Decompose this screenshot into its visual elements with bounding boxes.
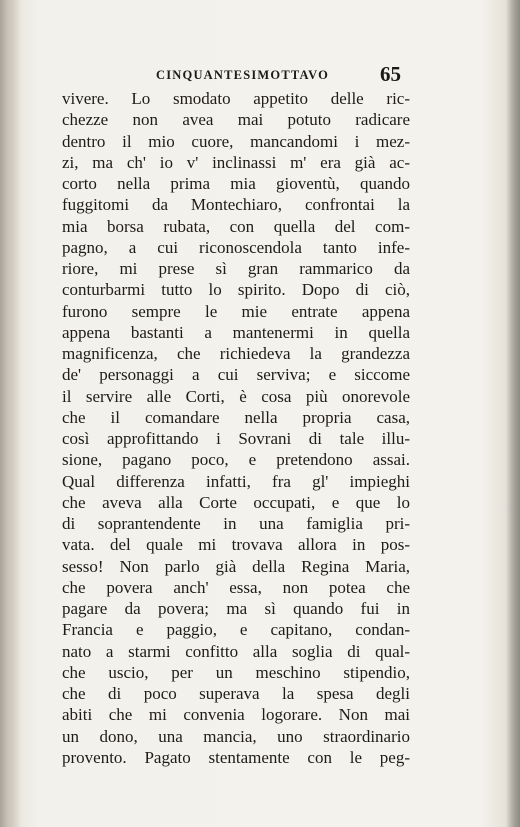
body-text — [62, 88, 410, 768]
text-line: magnificenza, che richiedeva la grandezza — [62, 344, 410, 363]
text-line: sesso! Non parlo già della Regina Maria, — [62, 556, 410, 576]
text-line: fuggitomi da Montechiaro, confrontai la — [62, 195, 410, 215]
text-line: provento. Pagato stentamente con le peg- — [62, 747, 410, 767]
text-line: corto nella prima mia gioventù, quando — [62, 174, 410, 193]
text-line: che aveva alla Corte occupati, e que lo — [62, 492, 410, 512]
text-line: abiti che mi convenia logorare. Non mai — [62, 705, 410, 725]
text-line: mia borsa rubata, con quella del com- — [62, 216, 410, 236]
text-line: che di poco superava la spesa degli — [62, 684, 410, 703]
text-line: Francia e paggio, e capitano, condan- — [62, 620, 410, 640]
page-number: 65 — [380, 62, 401, 86]
text-line: vata. del quale mi trovava allora in pos- — [62, 535, 410, 555]
page-edge-shadow — [506, 0, 520, 827]
text-line: di soprantendente in una famiglia pri- — [62, 514, 410, 533]
running-title: CINQUANTESIMOTTAVO — [156, 68, 329, 82]
text-line: appena bastanti a mantenermi in quella — [62, 322, 410, 342]
text-line: furono sempre le mie entrate appena — [62, 301, 410, 321]
running-head — [62, 62, 412, 88]
text-line: un dono, una mancia, uno straordinario — [62, 726, 410, 746]
text-line: pagare da povera; ma sì quando fui in — [62, 599, 410, 618]
text-line: conturbarmi tutto lo spirito. Dopo di ciò, — [62, 280, 410, 300]
text-line: così approfittando i Sovrani di tale illu- — [62, 429, 410, 448]
text-line: de' personaggi a cui serviva; e siccome — [62, 365, 410, 385]
text-line: pagno, a cui riconoscendola tanto infe- — [62, 237, 410, 257]
text-line: sione, pagano poco, e pretendono assai. — [62, 450, 410, 470]
text-line: zi, ma ch' io v' inclinassi m' era già ac- — [62, 152, 410, 172]
text-line: riore, mi prese sì gran rammarico da — [62, 259, 410, 278]
text-line: Qual differenza infatti, fra gl' impieghi — [62, 471, 410, 491]
page-gutter-shadow — [0, 0, 22, 827]
text-line: dentro il mio cuore, mancandomi i mez- — [62, 131, 410, 151]
text-line: nato a starmi confitto alla soglia di qual- — [62, 641, 410, 661]
text-line: che il comandare nella propria casa, — [62, 407, 410, 427]
text-line: chezze non avea mai potuto radicare — [62, 110, 410, 130]
text-line: vivere. Lo smodato appetito delle ric- — [62, 89, 410, 108]
text-line: che uscio, per un meschino stipendio, — [62, 662, 410, 682]
text-line: che povera anch' essa, non potea che — [62, 577, 410, 597]
text-line: il servire alle Corti, è cosa più onorevole — [62, 386, 410, 406]
